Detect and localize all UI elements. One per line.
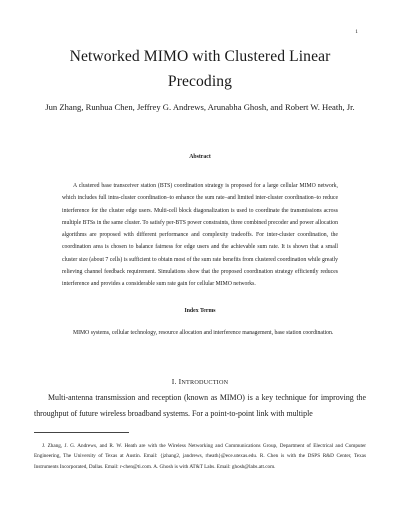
index-terms-text: MIMO systems, cellular technology, resource allocation and interference management, base station coordination. [73, 330, 334, 336]
abstract-text: A clustered base transceiver station (BTS) coordination strategy is proposed for a large cellular MIMO network, which includes full intra-cluster coordination–to enhance the sum rate–and limited inter-cluster coordination–to reduce interference for the cluster edge users. Multi-cell block diagonalization is used to coordinate the transmissions across multiple BTSs in the same cluster. To satisfy per-BTS power constraints, three combined precoder and power allocation algorithms are proposed with different performance and complexity tradeoffs. For inter-cluster coordination, the coordination area is chosen to balance fairness for edge users and the achievable sum rate. It is shown that a small cluster size (about 7 cells) is sufficient to obtain most of the sum rate benefits from clustered coordination while greatly relieving channel feedback requirement. Simulations show that the proposed coordination strategy efficiently reduces interference and provides a considerable sum rate gain for cellular MIMO networks. [62, 183, 338, 288]
section-number: I. [171, 377, 177, 386]
page-number: 1 [355, 29, 358, 35]
section-title-rest: NTRODUCTION [181, 379, 229, 386]
footnote-text: J. Zhang, J. G. Andrews, and R. W. Heath are with the Wireless Networking and Communications Group, Department of Electrical and Computer Engineering, The University of Texas at Austin. Email: {jzhang2, jandrews, rheath}@ece.utexas.edu. R. Chen is with the DSPS R&D Center, Texas Instruments Incorporated, Dallas. Email: r-chen@ti.com. A. Ghosh is with AT&T Labs. Email: ghosh@labs.att.com. [34, 443, 366, 470]
author-footnote [34, 432, 366, 472]
section-title-initial: I [178, 377, 182, 386]
introduction-paragraph: Multi-antenna transmission and reception (known as MIMO) is a key technique for improving the throughput of future wireless broadband systems. For a point-to-point link with multiple [34, 393, 366, 419]
abstract-heading: Abstract [189, 154, 211, 160]
author-list: Jun Zhang, Runhua Chen, Jeffrey G. Andrews, Arunabha Ghosh, and Robert W. Heath, Jr. [45, 102, 355, 112]
index-terms-heading: Index Terms [184, 308, 216, 314]
paper-title: Networked MIMO with Clustered Linear Precoding [69, 48, 331, 90]
footnote-rule [34, 432, 129, 433]
section-heading [0, 377, 400, 386]
